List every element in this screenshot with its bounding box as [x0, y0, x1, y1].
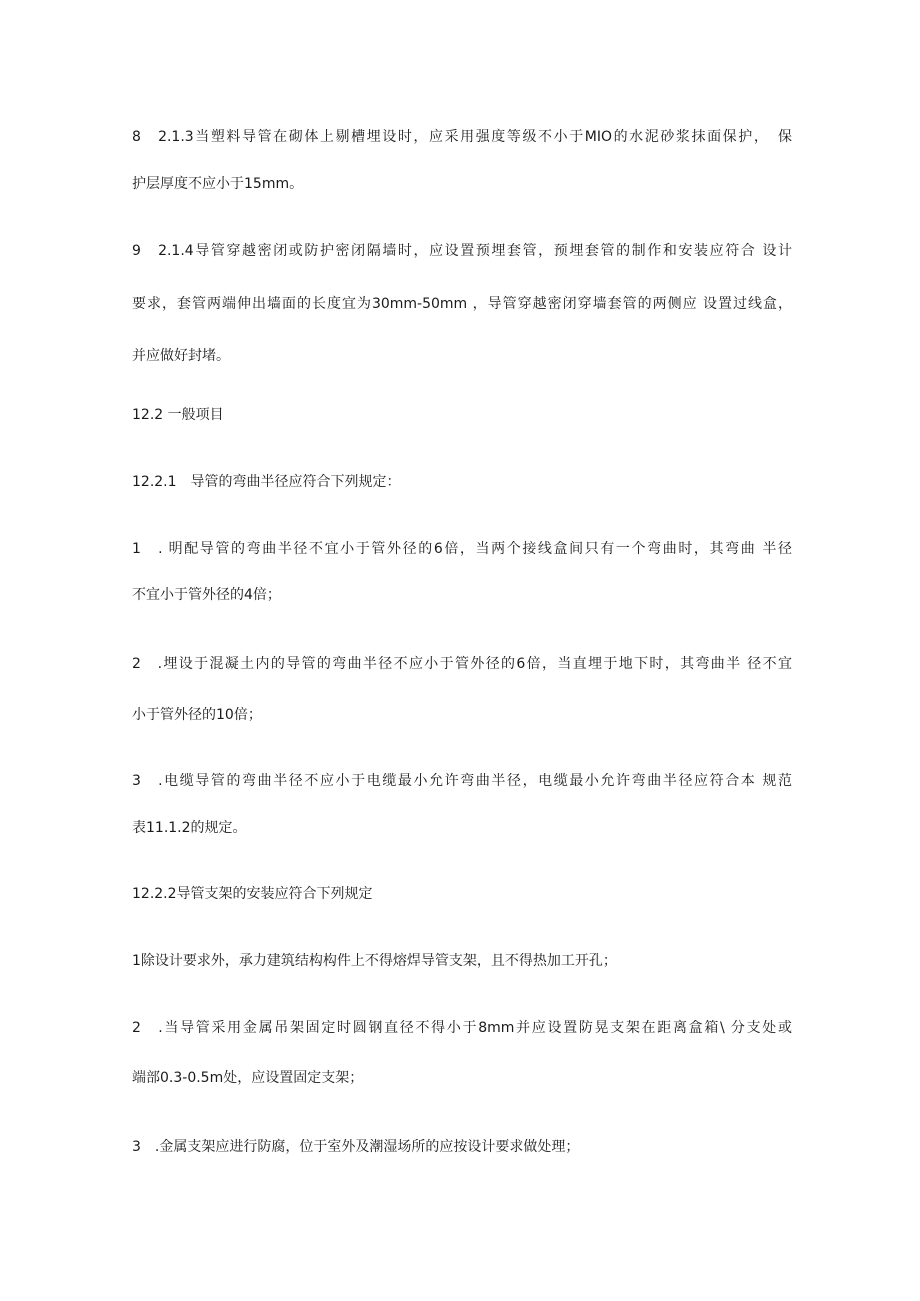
para-line: 护层厚度不应小于15mm。 — [132, 176, 304, 192]
para-line: 要求，套管两端伸出墙面的长度宜为30mm-50mm ，导管穿越密闭穿墙套管的两侧应 设置过线盒， — [132, 296, 792, 312]
para-line: 表11.1.2的规定。 — [132, 820, 247, 836]
para-line: 1 . 明配导管的弯曲半径不宜小于管外径的6倍，当两个接线盒间只有一个弯曲时，其弯曲 半径 — [132, 541, 792, 557]
para-line: 1除设计要求外，承力建筑结构构件上不得熔焊导管支架，且不得热加工开孔； — [132, 953, 617, 969]
para-line: 2 .当导管采用金属吊架固定时圆钢直径不得小于8mm并应设置防晃支架在距离盒箱\ 分支处或 — [132, 1020, 792, 1036]
para-line: 2 .埋设于混凝土内的导管的弯曲半径不应小于管外径的6倍，当直埋于地下时，其弯曲半 径不宜 — [132, 656, 792, 672]
para-line: 并应做好封堵。 — [132, 348, 230, 364]
section-heading: 12.2 一般项目 — [132, 407, 224, 423]
para-line: 8 2.1.3当塑料导管在砌体上剔槽埋设时，应采用强度等级不小于MIO的水泥砂浆抹面保护， 保 — [132, 129, 792, 145]
subsection-heading: 12.2.1 导管的弯曲半径应符合下列规定： — [132, 474, 401, 490]
subsection-heading: 12.2.2导管支架的安装应符合下列规定 — [132, 886, 373, 902]
para-line: 端部0.3-0.5m处，应设置固定支架； — [132, 1070, 364, 1086]
para-line: 3 .金属支架应进行防腐，位于室外及潮湿场所的应按设计要求做处理； — [132, 1139, 580, 1155]
para-line: 3 .电缆导管的弯曲半径不应小于电缆最小允许弯曲半径，电缆最小允许弯曲半径应符合本 规范 — [132, 773, 792, 789]
para-line: 9 2.1.4导管穿越密闭或防护密闭隔墙时，应设置预埋套管，预埋套管的制作和安装应符合 设计 — [132, 243, 792, 259]
para-line: 小于管外径的10倍； — [132, 707, 262, 723]
para-line: 不宜小于管外径的4倍； — [132, 587, 281, 603]
